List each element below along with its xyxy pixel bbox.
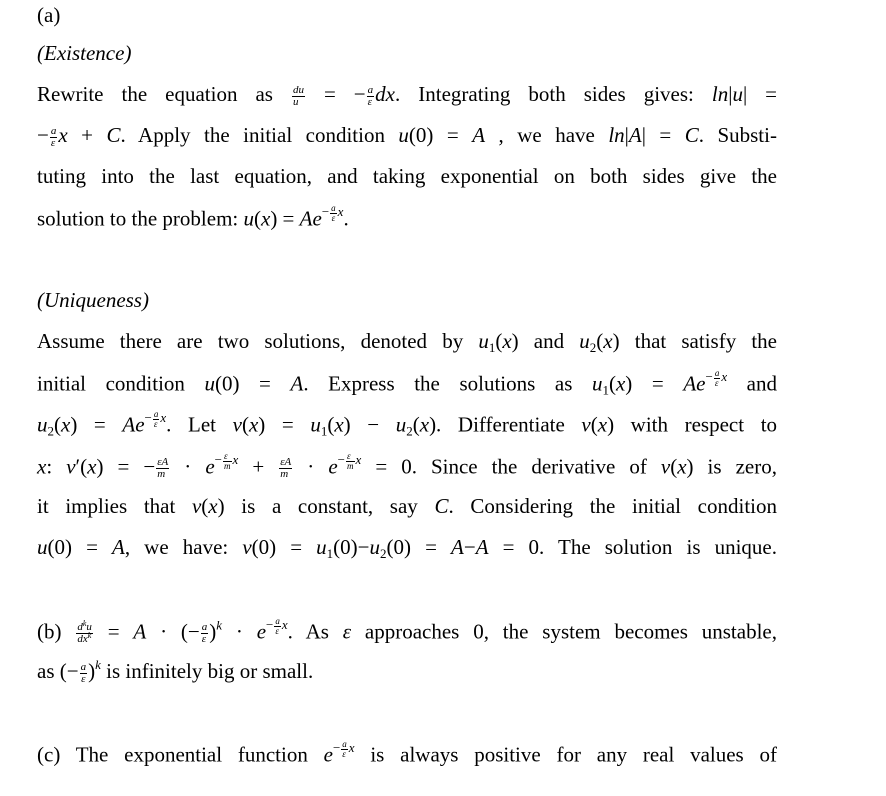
existence-line-2: − $\frac{a}{\varepsilon}$ x + C. Apply the initial condition u(0) = A , we have ln|A| = C. Substi- — [37, 123, 777, 149]
existence-heading: (Existence) — [37, 41, 132, 65]
uniqueness-line-6: u(0) = A, we have: $v(0) = u_1(0)-u_2(0) = A-A = 0$. The solution is unique. — [37, 535, 778, 561]
part-c-line-1: (c) The exponential function $e^{- \frac{a}{\varepsilon} x}$ is always positive for any real values of — [37, 739, 777, 767]
existence-line-3: tuting into the last equation, and taking exponential on both sides give the — [37, 164, 777, 188]
existence-line-4: solution to the problem: $u(x) = Ae^{- \frac{a}{\varepsilon} x}$. — [37, 203, 349, 231]
uniqueness-heading: (Uniqueness) — [37, 288, 149, 312]
existence-line-1: Rewrite the equation as $\frac{du}{u}$ = − $\frac{a}{\varepsilon}$ dx. Integrating both sides gives: ln|u| = — [37, 82, 778, 108]
uniqueness-line-4: x: v′(x) = − $\frac{\varepsilon A}{m}$ · $e^{- \frac{\varepsilon}{m} x}$ + $\frac{\varepsilon A}{m}$ · $e^{- \frac{\varepsilon}{m} x} = 0$. Since the derivative of v(x) is zero, — [37, 451, 777, 481]
part-a-label: (a) — [37, 3, 61, 27]
uniqueness-line-1: Assume there are two solutions, denoted by $u_1(x)$ and $u_2(x)$ that satisfy the — [37, 329, 778, 355]
part-b-line-2: as (− $\frac{a}{\varepsilon}$ )$^k$ is infinitely big or small. — [37, 657, 314, 685]
uniqueness-line-3: $u_2(x) = Ae^{- \frac{a}{\varepsilon} x}$. Let $v(x) = u_1(x) - u_2(x)$. Differentiate v(x) with respect to — [37, 409, 778, 439]
part-b-line-1: (b) $\frac{d^ku}{dx^k}$ = A · (− $\frac{a}{\varepsilon}$ )$^k \cdot e^{- \frac{a}{\varepsilon} x}$. As ε approaches 0, the system becomes unstable, — [37, 616, 777, 646]
uniqueness-line-5: it implies that v(x) is a constant, say C. Considering the initial condition — [37, 494, 777, 518]
uniqueness-line-2: initial condition u(0) = A. Express the solutions as $u_1(x) = Ae^{- \frac{a}{\varepsilon} x}$ and — [37, 368, 777, 398]
